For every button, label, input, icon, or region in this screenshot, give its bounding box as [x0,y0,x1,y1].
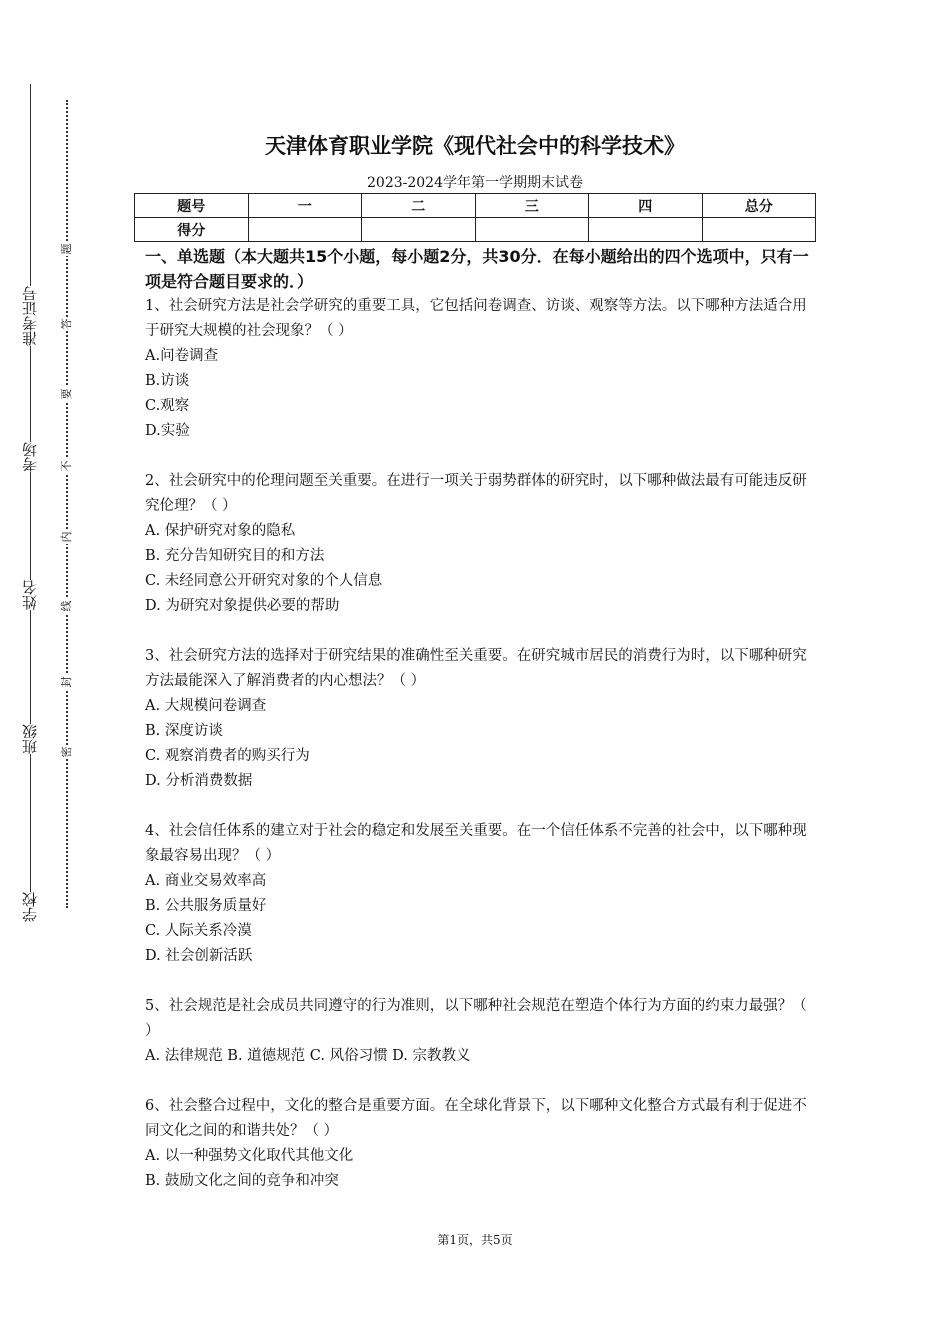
question-option: A.问卷调查 [145,348,219,364]
question-item [145,469,817,619]
question-option: D. 分析消费数据 [145,773,253,789]
seal-char: 线 [60,600,73,612]
question-option: D.实验 [145,423,190,439]
question-item [145,294,817,444]
score-header-cell: 三 [475,194,589,218]
binding-field-school [22,754,38,922]
question-option: A. 法律规范 B. 道德规范 C. 风俗习惯 D. 宗教教义 [145,1048,471,1064]
seal-char: 内 [60,531,73,543]
score-header-cell: 一 [248,194,362,218]
score-header-cell: 四 [589,194,703,218]
question-option: A. 商业交易效率高 [145,873,267,889]
binding-underline [30,346,31,442]
score-row-label: 得分 [135,218,249,242]
score-cell [362,218,476,242]
question-option: A. 以一种强势文化取代其他文化 [145,1148,354,1164]
exam-title: 天津体育职业学院《现代社会中的科学技术》 [265,134,685,158]
question-stem: 4、社会信任体系的建立对于社会的稳定和发展至关重要。在一个信任体系不完善的社会中，以下哪种现象最容易出现？（ ） [145,823,807,864]
question-option: C. 观察消费者的购买行为 [145,748,310,764]
question-option: A. 大规模问卷调查 [145,698,267,714]
binding-field-name [22,472,38,610]
question-list [145,294,817,1219]
binding-underline [30,754,31,892]
seal-char: 答 [60,318,73,330]
question-option: B. 公共服务质量好 [145,898,267,914]
question-option: B. 深度访谈 [145,723,223,739]
question-item [145,644,817,794]
exam-subtitle: 2023-2024学年第一学期期末试卷 [367,175,583,191]
question-option: B.访谈 [145,373,190,389]
question-stem: 5、社会规范是社会成员共同遵守的行为准则，以下哪种社会规范在塑造个体行为方面的约束力最强？（ ） [145,998,807,1039]
binding-field-exam-room [22,346,38,472]
binding-label: 学校 [21,892,39,922]
page-number: 第1页，共5页 [437,1233,513,1247]
question-stem: 1、社会研究方法是社会学研究的重要工具，它包括问卷调查、访谈、观察等方法。以下哪种方法适合用于研究大规模的社会现象？（ ） [145,298,807,339]
score-header-cell: 总分 [702,194,816,218]
section-heading: 一、单选题（本大题共15个小题，每小题2分，共30分．在每小题给出的四个选项中，只有一项是符合题目要求的．） [145,247,809,291]
seal-char: 要 [60,388,73,400]
question-option: C. 人际关系冷漠 [145,923,252,939]
question-option: B. 充分告知研究目的和方法 [145,548,325,564]
score-cell [589,218,703,242]
binding-label: 考场 [21,442,39,472]
seal-dotted-line [66,100,68,908]
binding-field-exam-number [22,84,38,346]
question-item [145,819,817,969]
question-stem: 3、社会研究方法的选择对于研究结果的准确性至关重要。在研究城市居民的消费行为时，以下哪种研究方法最能深入了解消费者的内心想法？（ ） [145,648,807,689]
score-table-score-row [135,218,816,242]
question-option: C. 未经同意公开研究对象的个人信息 [145,573,383,589]
question-option: C.观察 [145,398,190,414]
score-table-header-row [135,194,816,218]
binding-underline [30,472,31,580]
score-cell [702,218,816,242]
question-option: A. 保护研究对象的隐私 [145,523,296,539]
score-table [134,193,816,242]
seal-char: 题 [60,243,73,255]
binding-underline [30,610,31,724]
question-item [145,1094,817,1194]
question-stem: 6、社会整合过程中，文化的整合是重要方面。在全球化背景下，以下哪种文化整合方式最有利于促进不同文化之间的和谐共处？（ ） [145,1098,807,1139]
binding-field-class [22,610,38,754]
binding-label: 班级 [21,724,39,754]
binding-label: 准考证号 [21,286,39,346]
question-option: B. 鼓励文化之间的竞争和冲突 [145,1173,339,1189]
score-header-cell: 二 [362,194,476,218]
score-cell [248,218,362,242]
seal-char: 密 [60,746,73,758]
score-cell [475,218,589,242]
question-item [145,994,817,1069]
seal-char: 封 [60,676,73,688]
question-option: D. 为研究对象提供必要的帮助 [145,598,340,614]
question-stem: 2、社会研究中的伦理问题至关重要。在进行一项关于弱势群体的研究时，以下哪种做法最有可能违反研究伦理？（ ） [145,473,807,514]
seal-char: 不 [60,460,73,472]
score-header-cell: 题号 [135,194,249,218]
question-option: D. 社会创新活跃 [145,948,253,964]
binding-label: 姓名 [21,580,39,610]
